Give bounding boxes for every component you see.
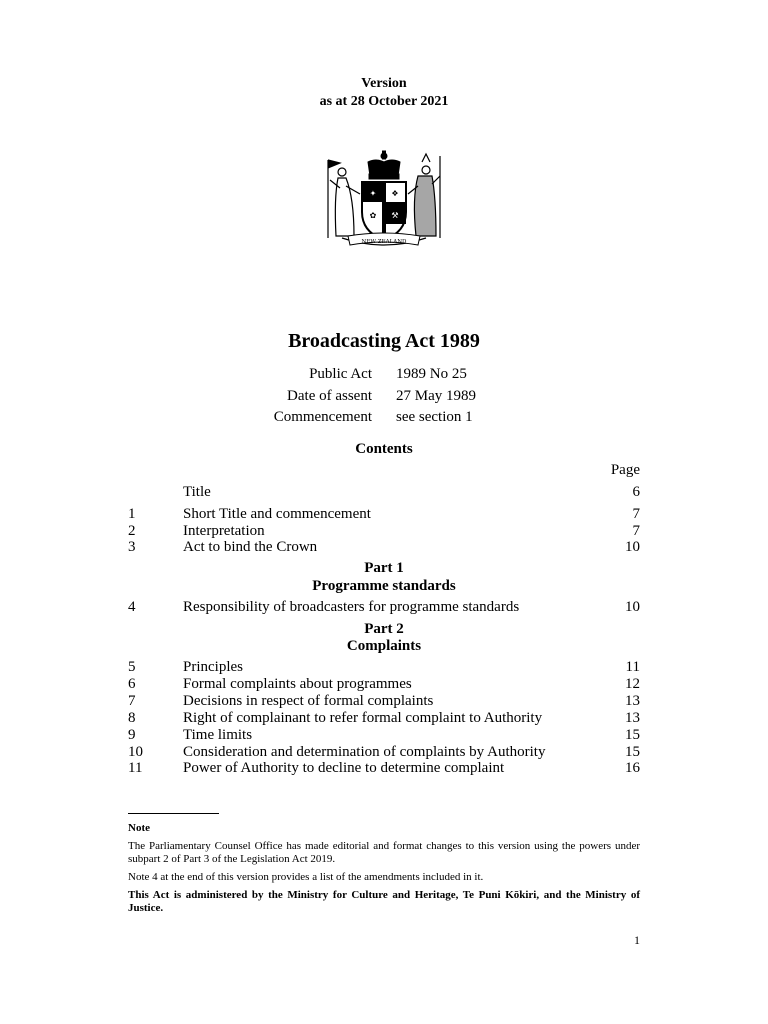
page-column-header: Page xyxy=(610,462,640,478)
svg-text:⚒: ⚒ xyxy=(391,211,399,220)
section-number: 6 xyxy=(128,676,136,692)
section-page: 13 xyxy=(625,693,640,709)
section-number: 10 xyxy=(128,744,143,760)
section-page: 16 xyxy=(625,760,640,776)
administering-ministry-note: This Act is administered by the Ministry for Culture and Heritage, Te Puni Kōkiri, and the Ministry of Justice. xyxy=(128,889,640,914)
section-number: 11 xyxy=(128,760,143,776)
part-number[interactable]: Part 1 xyxy=(364,560,404,576)
part-heading[interactable]: Complaints xyxy=(346,638,422,654)
section-title: Interpretation xyxy=(183,523,265,539)
detail-label: Public Act xyxy=(309,366,372,382)
svg-text:✦: ✦ xyxy=(369,189,377,198)
section-number: 3 xyxy=(128,539,136,555)
act-detail-row xyxy=(0,409,768,431)
svg-text:NEW ZEALAND: NEW ZEALAND xyxy=(361,239,407,245)
act-details xyxy=(0,366,768,431)
toc-entry[interactable] xyxy=(0,760,768,778)
section-number: 5 xyxy=(128,659,136,675)
detail-value: see section 1 xyxy=(396,409,473,425)
note-paragraph: Note 4 at the end of this version provides a list of the amendments included in it. xyxy=(128,871,484,883)
note-paragraph: The Parliamentary Counsel Office has made editorial and format changes to this version using the powers under subpart 2 of Part 3 of the Legislation Act 2019. xyxy=(128,840,640,865)
part-heading[interactable]: Programme standards xyxy=(312,578,456,594)
section-title: Right of complainant to refer formal complaint to Authority xyxy=(183,710,543,726)
section-title: Act to bind the Crown xyxy=(183,539,318,555)
section-page: 11 xyxy=(625,659,640,675)
page-number: 1 xyxy=(634,933,640,947)
section-number: 1 xyxy=(128,506,136,522)
section-page: 7 xyxy=(632,506,640,522)
detail-label: Commencement xyxy=(273,409,372,425)
notes-block xyxy=(128,822,640,915)
section-title: Power of Authority to decline to determine complaint xyxy=(183,760,505,776)
section-title: Formal complaints about programmes xyxy=(183,676,412,692)
toc-entry[interactable] xyxy=(0,710,768,728)
detail-value: 1989 No 25 xyxy=(396,366,467,382)
toc-page-header-row xyxy=(0,462,768,480)
nz-coat-of-arms-icon xyxy=(318,148,450,256)
section-number: 2 xyxy=(128,523,136,539)
detail-value: 27 May 1989 xyxy=(396,387,476,404)
section-page: 15 xyxy=(625,727,640,743)
section-title: Decisions in respect of formal complaints xyxy=(183,693,434,709)
act-detail-row xyxy=(0,366,768,388)
section-title: Short Title and commencement xyxy=(183,506,371,522)
section-number: 9 xyxy=(128,727,136,743)
toc-entry[interactable] xyxy=(0,676,768,694)
toc-entry[interactable] xyxy=(0,659,768,677)
contents-heading: Contents xyxy=(355,441,413,457)
toc-entry[interactable] xyxy=(0,539,768,557)
toc-entry-page: 6 xyxy=(632,484,640,500)
act-title: Broadcasting Act 1989 xyxy=(288,330,480,352)
section-page: 12 xyxy=(625,676,640,692)
version-block xyxy=(0,75,768,111)
toc-entry[interactable] xyxy=(0,693,768,711)
section-title: Principles xyxy=(183,659,243,675)
footnote-divider xyxy=(128,813,219,814)
section-title: Consideration and determination of complaints by Authority xyxy=(183,744,546,760)
toc-entry[interactable] xyxy=(0,727,768,745)
svg-text:✿: ✿ xyxy=(369,211,377,220)
toc-entry[interactable] xyxy=(0,599,768,617)
svg-text:❖: ❖ xyxy=(391,189,399,198)
detail-label: Date of assent xyxy=(287,387,372,404)
version-date: as at 28 October 2021 xyxy=(319,94,449,109)
part-number[interactable]: Part 2 xyxy=(364,621,404,637)
section-number: 7 xyxy=(128,693,136,709)
section-number: 4 xyxy=(128,599,136,615)
section-title: Time limits xyxy=(183,727,253,743)
section-page: 10 xyxy=(625,539,640,555)
act-detail-row xyxy=(0,388,768,410)
note-heading: Note xyxy=(128,822,150,834)
section-page: 10 xyxy=(625,599,640,615)
toc-entry[interactable] xyxy=(0,506,768,524)
toc-entry-title[interactable] xyxy=(0,484,768,502)
toc-entry-label: Title xyxy=(183,484,211,500)
version-label: Version xyxy=(361,76,407,91)
section-number: 8 xyxy=(128,710,136,726)
section-page: 7 xyxy=(632,523,640,539)
section-page: 15 xyxy=(625,744,640,760)
section-page: 13 xyxy=(625,710,640,726)
section-title: Responsibility of broadcasters for programme standards xyxy=(183,599,520,615)
